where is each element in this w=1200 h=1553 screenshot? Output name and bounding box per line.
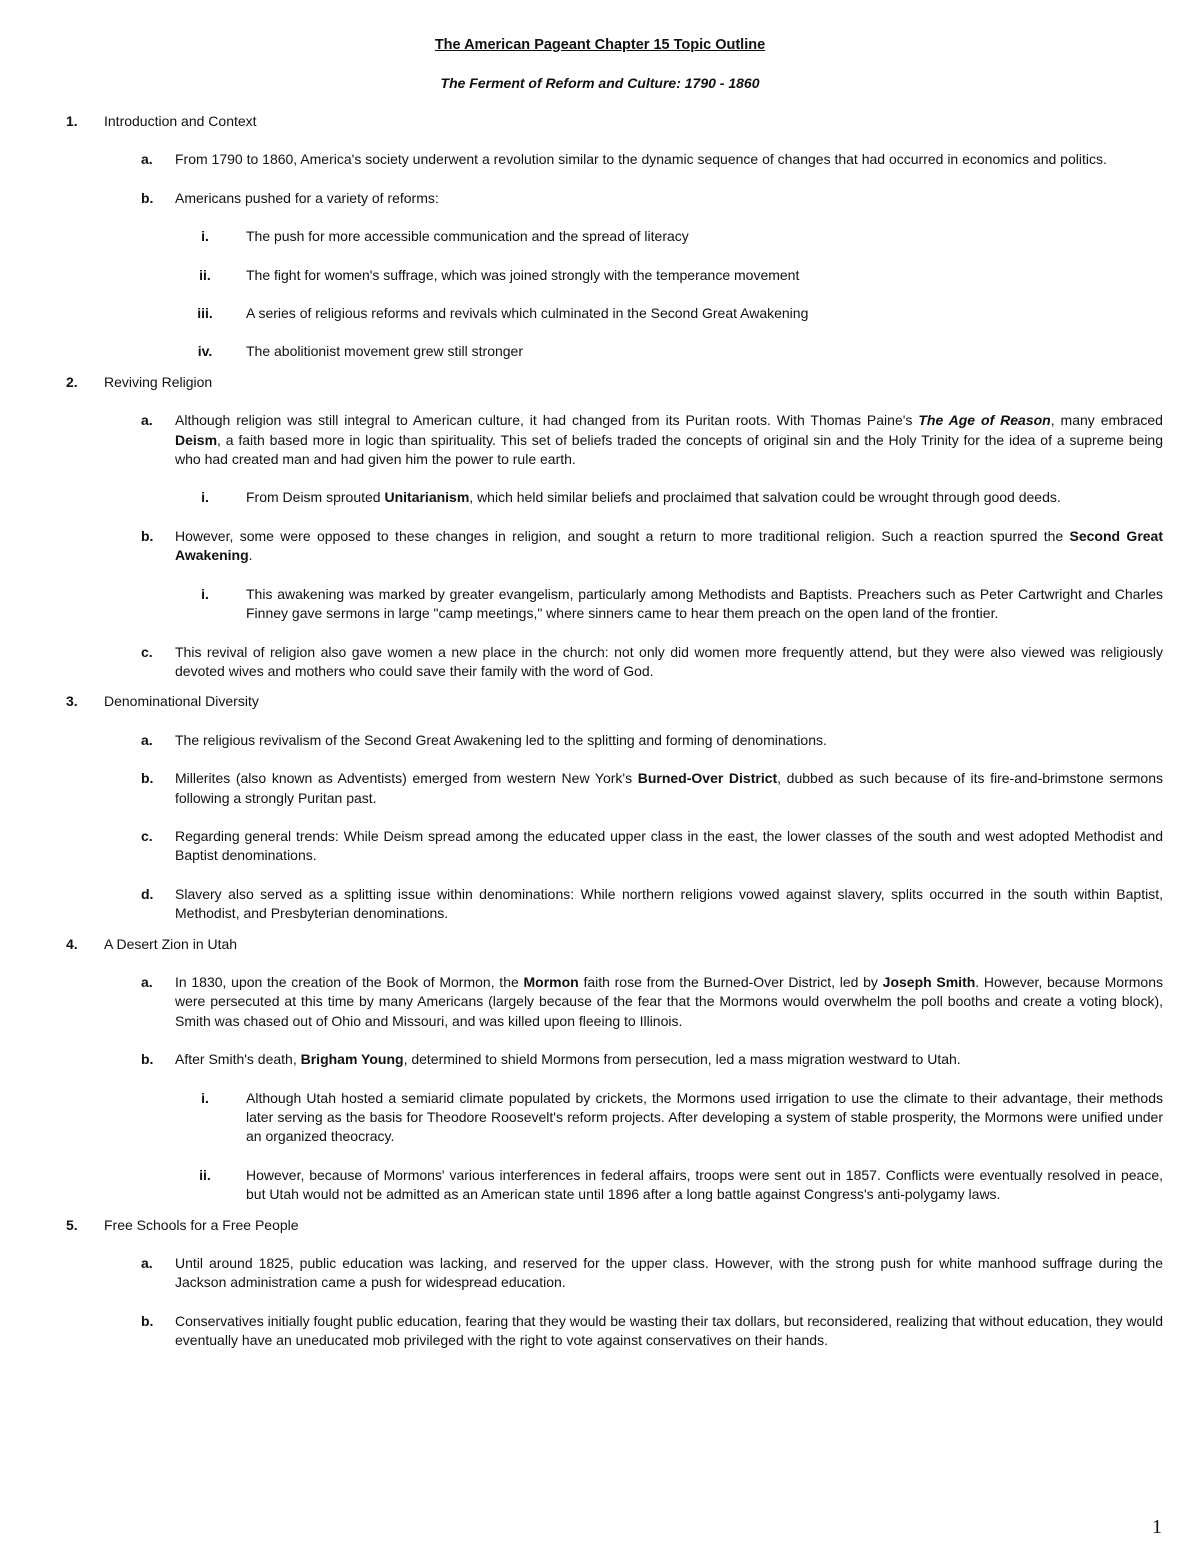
outline-item	[0, 1312, 1200, 1351]
text-run: , which held similar beliefs and proclaimed that salvation could be wrought through good deeds.	[469, 489, 1061, 506]
emphasized-term: The Age of Reason	[918, 412, 1051, 429]
item-text	[175, 885, 1163, 924]
item-text	[175, 189, 1163, 208]
item-text	[175, 973, 1163, 1031]
outline-item	[0, 411, 1200, 508]
text-run: Although religion was still integral to American culture, it had changed from its Puritan roots. With Thomas Paine's	[175, 412, 919, 429]
section-number: 2.	[66, 373, 78, 390]
text-run: Although Utah hosted a semiarid climate populated by crickets, the Mormons used irrigation to use the climate to their advantage, their methods later serving as the basis for Theodore Roosevelt's reform projects. After developing a system of stable prosperity, the Mormons were unified under an organized theocracy.	[246, 1089, 1163, 1145]
subitem-marker: iii.	[197, 305, 213, 322]
emphasized-term: Deism	[175, 431, 218, 448]
subitem-text	[246, 266, 1163, 285]
text-run: .	[248, 547, 253, 564]
document-subtitle: The Ferment of Reform and Culture: 1790 - 1860	[440, 75, 760, 91]
emphasized-term: Second Great Awakening	[175, 527, 1163, 564]
item-marker: c.	[141, 827, 153, 844]
document-title: The American Pageant Chapter 15 Topic Outline	[434, 37, 766, 53]
text-run: The abolitionist movement grew still stronger	[246, 343, 524, 360]
outline-section	[0, 692, 1200, 923]
outline-item	[0, 527, 1200, 624]
item-text	[175, 411, 1163, 469]
item-marker: a.	[141, 151, 153, 168]
outline-section	[0, 935, 1200, 1205]
section-title: Free Schools for a Free People	[104, 1216, 299, 1233]
section-title: A Desert Zion in Utah	[104, 935, 238, 952]
subitem-text	[246, 1166, 1163, 1205]
item-marker: b.	[141, 1051, 154, 1068]
outline-item	[0, 189, 1200, 362]
outline-item	[0, 885, 1200, 924]
item-text	[175, 731, 1163, 750]
text-run: Americans pushed for a variety of reforms:	[175, 189, 439, 206]
outline-subitem	[0, 342, 1200, 361]
text-run: Conservatives initially fought public education, fearing that they would be wasting their tax dollars, but reconsidered, realizing that without education, they would eventually have an uneducated mob privileged with the right to vote against conservatives on their hands.	[175, 1312, 1163, 1349]
subitem-text	[246, 227, 1163, 246]
text-run: , many embraced	[1050, 412, 1163, 429]
item-text	[175, 827, 1163, 866]
item-marker: a.	[141, 412, 153, 429]
emphasized-term: Unitarianism	[384, 489, 470, 506]
text-run: From Deism sprouted	[246, 489, 385, 506]
subitem-text	[246, 585, 1163, 624]
text-run: However, because of Mormons' various interferences in federal affairs, troops were sent out in 1857. Conflicts were eventually resolved in peace, but Utah would not be admitted as an American state until 1896 after a long battle against Congress's anti-polygamy laws.	[246, 1166, 1163, 1203]
subitem-text	[246, 1089, 1163, 1147]
outline-subitem	[0, 585, 1200, 624]
text-run: However, some were opposed to these changes in religion, and sought a return to more traditional religion. Such a reaction spurred the	[175, 527, 1070, 544]
outline-item	[0, 150, 1200, 169]
outline-item	[0, 827, 1200, 866]
emphasized-term: Mormon	[523, 973, 579, 990]
item-marker: a.	[141, 973, 153, 990]
emphasized-term: Burned-Over District	[637, 770, 778, 787]
text-run: , dubbed as such because of its fire-and-brimstone sermons following a strongly Puritan past.	[175, 770, 1163, 806]
outline-item	[0, 643, 1200, 682]
text-run: This awakening was marked by greater evangelism, particularly among Methodists and Baptists. Preachers such as Peter Cartwright and Charles Finney gave sermons in large "camp meetings," where sinners came to hear them preach on the open land of the frontier.	[246, 585, 1163, 622]
outline-subitem	[0, 1089, 1200, 1147]
item-marker: a.	[141, 731, 153, 748]
outline-subitem	[0, 227, 1200, 246]
item-marker: c.	[141, 643, 153, 660]
section-title: Reviving Religion	[104, 373, 213, 390]
text-run: A series of religious reforms and revivals which culminated in the Second Great Awakening	[246, 305, 809, 322]
text-run: After Smith's death,	[175, 1051, 301, 1068]
item-text	[175, 643, 1163, 682]
subitem-marker: i.	[201, 1089, 209, 1106]
text-run: The religious revivalism of the Second Great Awakening led to the splitting and forming of denominations.	[175, 731, 827, 748]
text-run: , a faith based more in logic than spirituality. This set of beliefs traded the concepts of original sin and the Holy Trinity for the idea of a supreme being who had created man and had given him the power to rule earth.	[175, 431, 1163, 468]
text-run: In 1830, upon the creation of the Book of Mormon, the	[175, 973, 524, 990]
item-marker: b.	[141, 189, 154, 206]
outline-subitem	[0, 488, 1200, 507]
outline-section	[0, 1216, 1200, 1351]
text-run: This revival of religion also gave women a new place in the church: not only did women more frequently attend, but they were also viewed was religiously devoted wives and mothers who could save their family with the word of God.	[175, 643, 1163, 679]
text-run: The push for more accessible communication and the spread of literacy	[246, 228, 689, 245]
outline-subitem	[0, 1166, 1200, 1205]
text-run: . However, because Mormons were persecuted at this time by many Americans (largely because of the fear that the Mormons would overwhelm the poll booths and create a voting block), Smith was chased out of Ohio and Missouri, and was killed upon fleeing to Illinois.	[175, 973, 1163, 1029]
item-marker: d.	[141, 885, 154, 902]
outline-section	[0, 373, 1200, 681]
item-text	[175, 1312, 1163, 1351]
item-text	[175, 769, 1163, 808]
text-run: From 1790 to 1860, America's society underwent a revolution similar to the dynamic sequence of changes that had occurred in economics and politics.	[175, 151, 1107, 168]
outline-item	[0, 973, 1200, 1031]
section-number: 4.	[66, 935, 78, 952]
item-text	[175, 527, 1163, 566]
outline-item	[0, 731, 1200, 750]
text-run: Millerites (also known as Adventists) emerged from western New York's	[175, 770, 638, 787]
item-text	[175, 1254, 1163, 1293]
section-number: 1.	[66, 113, 78, 129]
subitem-marker: iv.	[197, 343, 213, 360]
item-text	[175, 1050, 1163, 1069]
outline-item	[0, 1254, 1200, 1293]
section-title: Introduction and Context	[104, 113, 257, 129]
emphasized-term: Joseph Smith	[882, 973, 976, 990]
item-marker: b.	[141, 1312, 154, 1329]
text-run: faith rose from the Burned-Over District, led by	[578, 973, 883, 990]
item-text	[175, 150, 1163, 169]
subitem-marker: i.	[201, 228, 209, 245]
text-run: The fight for women's suffrage, which was joined strongly with the temperance movement	[246, 266, 800, 283]
text-run: Slavery also served as a splitting issue within denominations: While northern religions vowed against slavery, splits occurred in the south within Baptist, Methodist, and Presbyterian denominations.	[175, 885, 1163, 922]
text-run: , determined to shield Mormons from persecution, led a mass migration westward to Utah.	[403, 1051, 961, 1068]
subitem-marker: ii.	[199, 1166, 211, 1183]
outline-subitem	[0, 304, 1200, 323]
subitem-text	[246, 342, 1163, 361]
outline-section	[0, 112, 1200, 362]
topic-outline	[0, 112, 1200, 1362]
subitem-marker: i.	[201, 489, 209, 506]
subitem-marker: ii.	[199, 266, 211, 283]
emphasized-term: Brigham Young	[300, 1051, 404, 1068]
text-run: Regarding general trends: While Deism spread among the educated upper class in the east, the lower classes of the south and west adopted Methodist and Baptist denominations.	[175, 827, 1163, 864]
section-title: Denominational Diversity	[104, 693, 259, 710]
subitem-marker: i.	[201, 585, 209, 602]
section-number: 5.	[66, 1216, 78, 1233]
outline-subitem	[0, 266, 1200, 285]
outline-item	[0, 769, 1200, 808]
section-number: 3.	[66, 693, 78, 710]
text-run: Until around 1825, public education was lacking, and reserved for the upper class. However, with the strong push for white manhood suffrage during the Jackson administration came a push for widespread education.	[175, 1255, 1163, 1291]
outline-item	[0, 1050, 1200, 1204]
item-marker: a.	[141, 1255, 153, 1272]
subitem-text	[246, 488, 1163, 507]
item-marker: b.	[141, 527, 154, 544]
subitem-text	[246, 304, 1163, 323]
page-number: 1	[1152, 1516, 1162, 1538]
item-marker: b.	[141, 770, 154, 787]
